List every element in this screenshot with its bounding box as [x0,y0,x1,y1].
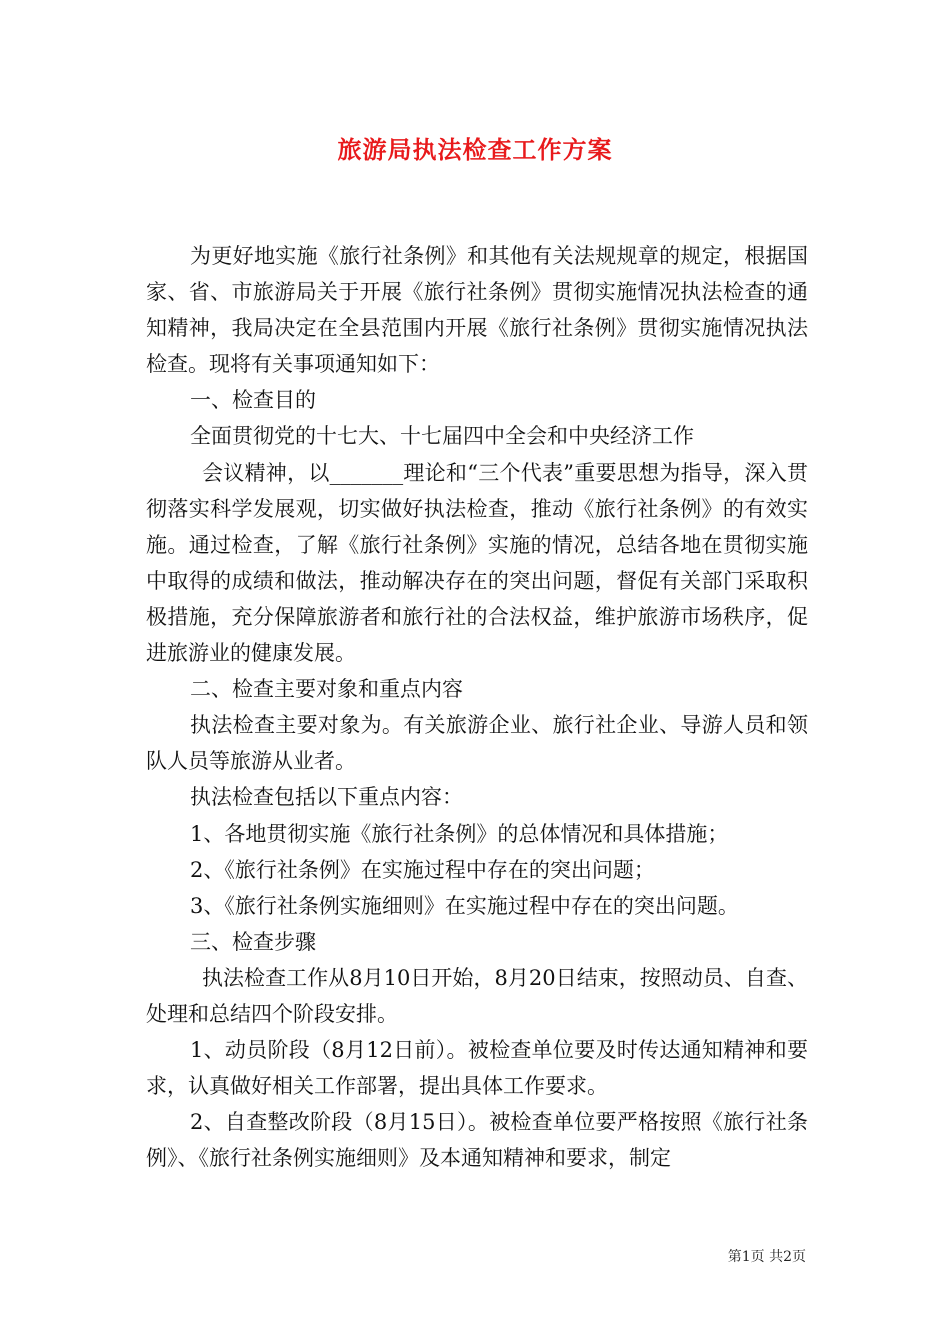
paragraph: 执法检查工作从8月10日开始，8月20日结束，按照动员、自查、处理和总结四个阶段安排。 [146,965,808,1026]
paragraph: 会议精神，以_______理论和“三个代表”重要思想为指导，深入贯彻落实科学发展观，切实做好执法检查，推动《旅行社条例》的有效实施。通过检查，了解《旅行社条例》实施的情况，总结各地在贯彻实施中取得的成绩和做法，推动解决存在的突出问题，督促有关部门采取积极措施，充分保障旅游者和旅行社的合法权益，维护旅游市场秩序，促进旅游业的健康发展。 [146,460,808,666]
section-heading-3: 三、检查步骤 [190,929,316,954]
paragraph: 执法检查包括以下重点内容： [190,785,463,810]
list-item: 3、《旅行社条例实施细则》在实施过程中存在的突出问题。 [190,893,739,918]
paragraph: 执法检查主要对象为。有关旅游企业、旅行社企业、导游人员和领队人员等旅游从业者。 [146,713,808,774]
section-heading-1: 一、检查目的 [190,388,316,413]
section-heading-2: 二、检查主要对象和重点内容 [190,677,463,702]
paragraph: 2、自查整改阶段（8月15日）。被检查单位要严格按照《旅行社条例》、《旅行社条例实施细则》及本通知精神和要求，制定 [146,1110,808,1171]
paragraph: 1、动员阶段（8月12日前）。被检查单位要及时传达通知精神和要求，认真做好相关工作部署，提出具体工作要求。 [146,1038,808,1099]
list-item: 1、各地贯彻实施《旅行社条例》的总体情况和具体措施； [190,821,729,846]
list-item: 2、《旅行社条例》在实施过程中存在的突出问题； [190,857,655,882]
paragraph: 全面贯彻党的十七大、十七届四中全会和中央经济工作 [190,424,694,449]
document-title: 旅游局执法检查工作方案 [337,135,613,164]
page-number: 第1页 共2页 [727,1249,806,1265]
paragraph-intro: 为更好地实施《旅行社条例》和其他有关法规规章的规定，根据国家、省、市旅游局关于开展《旅行社条例》贯彻实施情况执法检查的通知精神，我局决定在全县范围内开展《旅行社条例》贯彻实施情况执法检查。现将有关事项通知如下： [146,244,808,377]
document-body [146,238,808,1176]
